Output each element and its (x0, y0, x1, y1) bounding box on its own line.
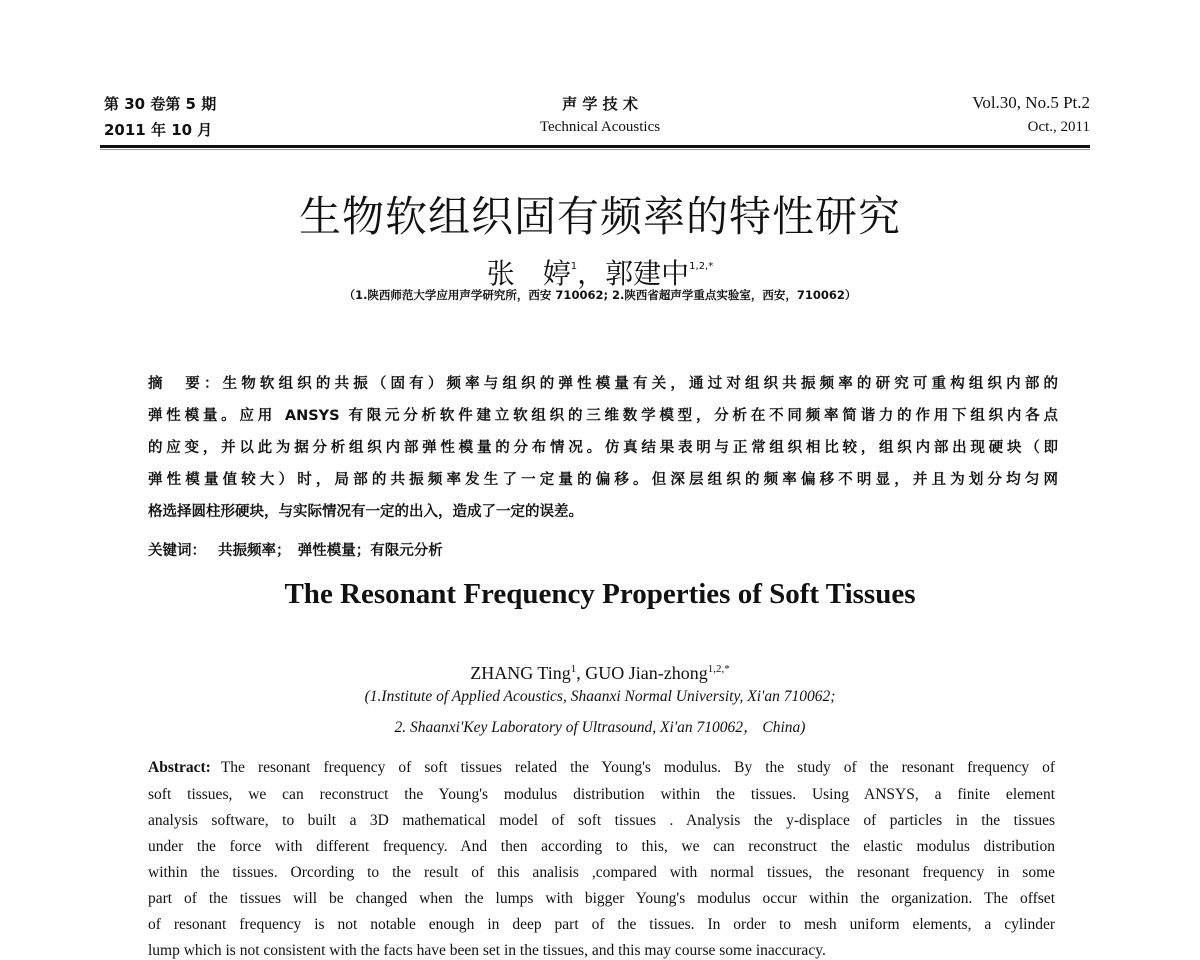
abstract-cn-line: 弹性模量值较大）时，局部的共振频率发生了一定量的偏移。但深层组织的频率偏移不明显，并且为划分均匀网 (148, 472, 1058, 488)
title-cn: 生物软组织固有频率的特性研究 (298, 192, 901, 241)
journal-name-en: Technical Acoustics (539, 119, 661, 135)
author-2: 郭建中 (605, 257, 690, 290)
author-1: 张 婷 (486, 257, 571, 290)
author-2-sup: 1,2,* (689, 261, 714, 272)
header-rule-thin (100, 149, 1090, 150)
author-1-sup: 1 (570, 261, 578, 272)
header-rule (100, 145, 1090, 148)
abstract-cn-line: 弹性模量。应用 ANSYS 有限元分析软件建立软组织的三维数学模型，分析在不同频率简谐力的作用下组织内各点 (148, 408, 1058, 424)
keywords-cn (148, 539, 443, 560)
abstract-en-line: under the force with different frequency. And then according to this, we can reconstruct the elastic modulus distribution (148, 838, 1055, 855)
abstract-cn-line: 摘 要：生物软组织的共振（固有）频率与组织的弹性模量有关，通过对组织共振频率的研究可重构组织内部的 (148, 376, 1058, 392)
abstract-cn-label: 摘 要： (148, 376, 223, 392)
abstract-en-line: lump which is not consistent with the facts have been set in the tissues, and this may course some inaccuracy. (148, 942, 826, 959)
abstract-en-line: Abstract: The resonant frequency of soft tissues related the Young's modulus. By the study of the resonant frequency of (148, 759, 1055, 776)
abstract-en-line: soft tissues, we can reconstruct the Young's modulus distribution within the tissues. Using ANSYS, a finite element (148, 786, 1055, 803)
affiliation-en-2: 2. Shaanxi'Key Laboratory of Ultrasound, Xi'an 710062， China) (394, 719, 806, 736)
authors-en: ZHANG Ting$^1$, GUO Jian-zhong$^{1,2,*}$ (470, 663, 730, 683)
abstract-cn-line: 的应变，并以此为据分析组织内部弹性模量的分布情况。仿真结果表明与正常组织相比较，组织内部出现硬块（即 (148, 440, 1058, 456)
keywords-value: 共振频率； 弹性模量；有限元分析 (218, 543, 443, 559)
volume-info: Vol.30, No.5 Pt.2 (972, 93, 1090, 112)
authors-cn (0, 252, 1200, 292)
date-en: Oct., 2011 (1027, 119, 1090, 135)
journal-name-cn: 声 学 技 术 (562, 95, 638, 113)
abstract-en-line: analysis software, to built a 3D mathematical model of soft tissues . Analysis the y-displace of particles in the tissues (148, 812, 1055, 829)
author-sep: ， (577, 257, 606, 290)
abstract-en-line: within the tissues. Orcording to the result of this analisis ,compared with normal tissues, the resonant frequency in some (148, 864, 1055, 881)
abstract-en-line: part of the tissues will be changed when the lumps with bigger Young's modulus occur within the organization. The offset (148, 890, 1055, 907)
issue-number-cn: 第 30 卷第 5 期 (104, 95, 217, 113)
affiliation-en-1: (1.Institute of Applied Acoustics, Shaanxi Normal University, Xi'an 710062; (364, 688, 836, 705)
date-cn: 2011 年 10 月 (104, 121, 213, 139)
affiliation-cn: （1.陕西师范大学应用声学研究所，西安 710062; 2.陕西省超声学重点实验室，西安，710062） (343, 288, 857, 302)
abstract-en-line: of resonant frequency is not notable enough in deep part of the tissues. In order to mesh uniform elements, a cylinder (148, 916, 1055, 933)
title-en: The Resonant Frequency Properties of Soft Tissues (284, 578, 916, 610)
keywords-label: 关键词： (148, 543, 206, 559)
abstract-cn-line: 格选择圆柱形硬块，与实际情况有一定的出入，造成了一定的误差。 (148, 504, 583, 520)
abstract-en-label: Abstract: (148, 759, 211, 776)
